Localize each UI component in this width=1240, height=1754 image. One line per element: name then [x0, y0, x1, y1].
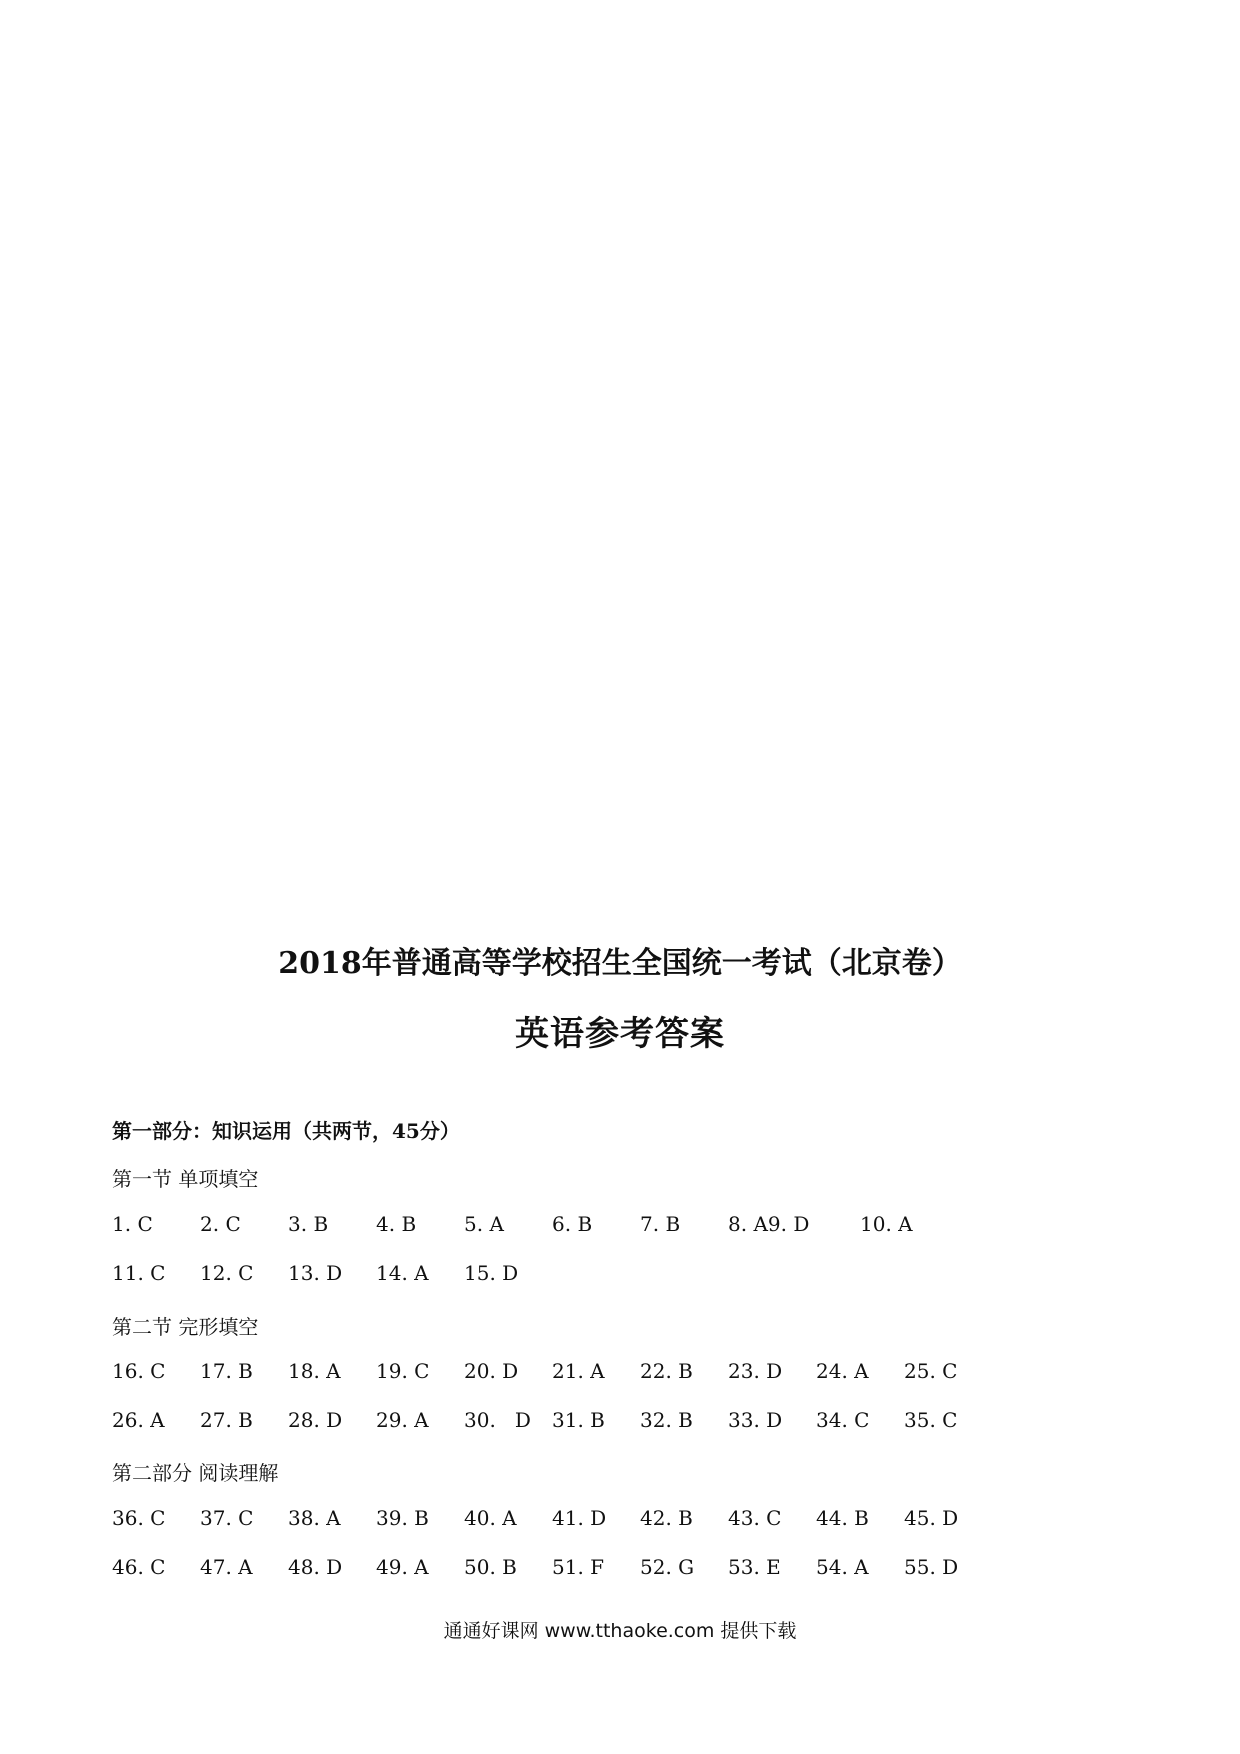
answer-item: 13. D	[288, 1261, 343, 1285]
part1-heading: 第一部分：知识运用（共两节，45分）	[112, 1119, 460, 1143]
answer-item: 54. A	[816, 1555, 869, 1579]
document-title: 2018年普通高等学校招生全国统一考试（北京卷）	[278, 946, 962, 981]
answer-item: 50. B	[464, 1555, 517, 1579]
answer-item: 31. B	[552, 1408, 605, 1432]
answer-item: 49. A	[376, 1555, 429, 1579]
answer-item: 41. D	[552, 1506, 607, 1530]
answer-item: 29. A	[376, 1408, 429, 1432]
answer-item: 6. B	[552, 1212, 593, 1236]
answer-item: 5. A	[464, 1212, 504, 1236]
answer-item: 20. D	[464, 1359, 519, 1383]
answer-item: 40. A	[464, 1506, 517, 1530]
answer-item: 52. G	[640, 1555, 695, 1579]
part2-heading: 第二部分 阅读理解	[112, 1461, 279, 1485]
footer-credit: 通通好课网 www.tthaoke.com 提供下载	[443, 1620, 797, 1642]
answer-item: 15. D	[464, 1261, 519, 1285]
answer-item: 27. B	[200, 1408, 253, 1432]
answer-item: 34. C	[816, 1408, 870, 1432]
answer-row-5	[112, 1506, 1012, 1534]
answer-item: 2. C	[200, 1212, 241, 1236]
answer-item: 51. F	[552, 1555, 605, 1579]
answer-item: 35. C	[904, 1408, 958, 1432]
answer-item: 43. C	[728, 1506, 782, 1530]
section1-heading: 第一节 单项填空	[112, 1167, 259, 1191]
answer-item: 12. C	[200, 1261, 254, 1285]
answer-item: 23. D	[728, 1359, 783, 1383]
answer-item: 42. B	[640, 1506, 693, 1530]
answer-row-3	[112, 1359, 1012, 1387]
answer-item: 17. B	[200, 1359, 253, 1383]
answer-item: 44. B	[816, 1506, 869, 1530]
answer-item: 39. B	[376, 1506, 429, 1530]
answer-item: 48. D	[288, 1555, 343, 1579]
answer-item: 26. A	[112, 1408, 165, 1432]
answer-item: 18. A	[288, 1359, 341, 1383]
answer-item: 11. C	[112, 1261, 166, 1285]
answer-item: 38. A	[288, 1506, 341, 1530]
answer-item: 3. B	[288, 1212, 329, 1236]
answer-item: 7. B	[640, 1212, 681, 1236]
answer-item: 4. B	[376, 1212, 417, 1236]
answer-item: 22. B	[640, 1359, 693, 1383]
answer-row-4	[112, 1408, 1012, 1436]
answer-item: 55. D	[904, 1555, 959, 1579]
answer-item: 53. E	[728, 1555, 781, 1579]
answer-item: 1. C	[112, 1212, 153, 1236]
answer-item: 36. C	[112, 1506, 166, 1530]
answer-item: 10. A	[860, 1212, 913, 1236]
answer-item: 30. D	[464, 1408, 531, 1432]
answer-item: 28. D	[288, 1408, 343, 1432]
section2-heading: 第二节 完形填空	[112, 1315, 259, 1339]
answer-row-6	[112, 1555, 1012, 1583]
answer-item: 45. D	[904, 1506, 959, 1530]
answer-item: 32. B	[640, 1408, 693, 1432]
answer-row-2	[112, 1261, 1012, 1289]
answer-item: 21. A	[552, 1359, 605, 1383]
answer-item: 37. C	[200, 1506, 254, 1530]
answer-row-1	[112, 1212, 1012, 1240]
answer-item: 33. D	[728, 1408, 783, 1432]
answer-item: 47. A	[200, 1555, 253, 1579]
answer-item: 14. A	[376, 1261, 429, 1285]
answer-item: 24. A	[816, 1359, 869, 1383]
document-subtitle: 英语参考答案	[515, 1014, 725, 1054]
answer-item: 25. C	[904, 1359, 958, 1383]
answer-item: 19. C	[376, 1359, 430, 1383]
answer-item: 46. C	[112, 1555, 166, 1579]
answer-item: 16. C	[112, 1359, 166, 1383]
answer-item: 8. A9. D	[728, 1212, 810, 1236]
